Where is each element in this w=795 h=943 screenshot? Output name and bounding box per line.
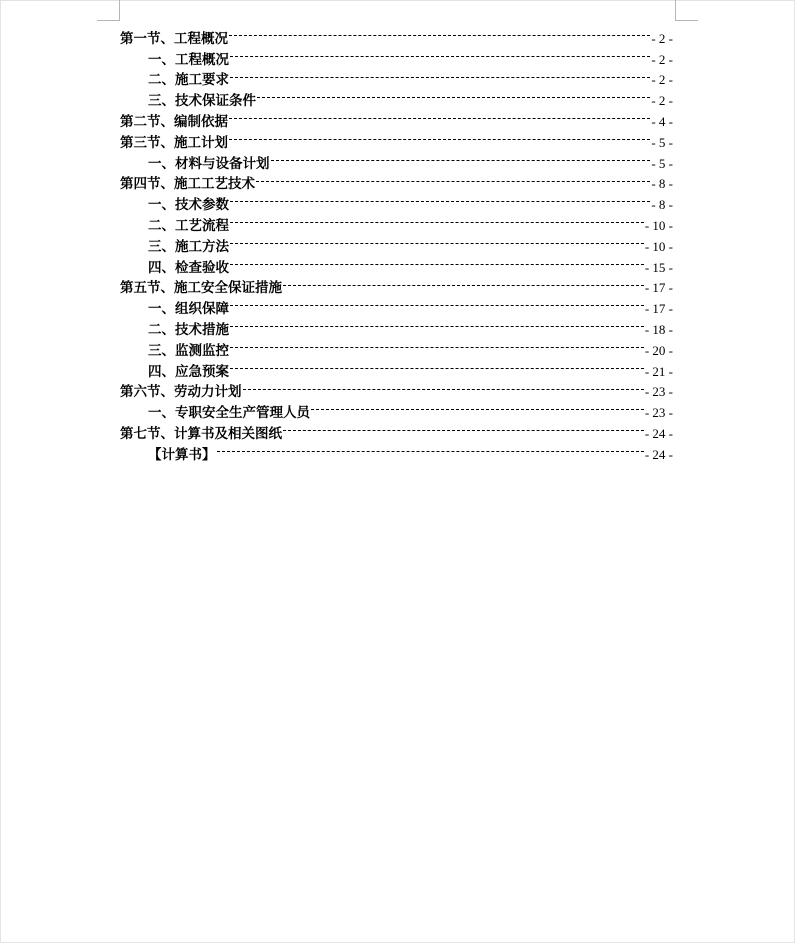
toc-leader <box>230 251 644 272</box>
toc-entry-page: - 18 - <box>644 321 673 337</box>
toc-entry-title: 一、技术参数 <box>148 197 229 214</box>
toc-entry-title: 一、材料与设备计划 <box>148 155 270 172</box>
toc-entry-title: 第五节、施工安全保证措施 <box>120 280 282 297</box>
toc-entry-page: - 10 - <box>644 217 673 233</box>
toc-leader <box>230 292 644 313</box>
toc-entry-title: 【计算书】 <box>148 446 216 463</box>
toc-entry-title: 三、技术保证条件 <box>148 93 256 110</box>
toc-entry-page: - 10 - <box>644 238 673 254</box>
toc-leader <box>230 313 644 334</box>
toc-entry-title: 一、专职安全生产管理人员 <box>148 405 310 422</box>
toc-entry-page: - 5 - <box>651 155 673 171</box>
toc-entry-title: 二、施工要求 <box>148 72 229 89</box>
toc-entry-page: - 23 - <box>644 384 673 400</box>
toc-leader <box>256 168 650 189</box>
toc-leader <box>229 105 650 126</box>
toc-entry-title: 第一节、工程概况 <box>120 30 228 47</box>
toc-entry-page: - 8 - <box>651 197 673 213</box>
toc-entry-page: - 5 - <box>651 134 673 150</box>
toc-entry-page: - 21 - <box>644 363 673 379</box>
toc-entry-title: 二、工艺流程 <box>148 217 229 234</box>
toc-leader <box>257 84 650 105</box>
toc-entry-title: 第二节、编制依据 <box>120 113 228 130</box>
toc-entry-page: - 4 - <box>651 113 673 129</box>
toc-entry-title: 第六节、劳动力计划 <box>120 384 242 401</box>
toc-entry-page: - 20 - <box>644 342 673 358</box>
margin-corner-top-left <box>97 0 120 21</box>
toc-leader <box>217 438 644 459</box>
toc-leader <box>311 396 644 417</box>
toc-entry[interactable] <box>120 22 673 47</box>
toc-leader <box>230 334 644 355</box>
toc-entry-title: 第三节、施工计划 <box>120 134 228 151</box>
toc-entry-page: - 2 - <box>651 93 673 109</box>
toc-entry-page: - 2 - <box>651 72 673 88</box>
toc-entry-title: 三、施工方法 <box>148 238 229 255</box>
toc-leader <box>230 43 650 64</box>
toc-entry-title: 第四节、施工工艺技术 <box>120 176 255 193</box>
toc-leader <box>230 188 650 209</box>
toc-leader <box>283 417 644 438</box>
toc-leader <box>283 272 644 293</box>
toc-leader <box>271 147 651 168</box>
toc-entry-page: - 8 - <box>651 176 673 192</box>
toc-entry-title: 二、技术措施 <box>148 321 229 338</box>
margin-corner-top-right <box>675 0 698 21</box>
toc-entry-page: - 17 - <box>644 301 673 317</box>
toc-entry-page: - 15 - <box>644 259 673 275</box>
toc-entry-title: 第七节、计算书及相关图纸 <box>120 425 282 442</box>
toc-leader <box>243 376 644 397</box>
toc-leader <box>229 126 650 147</box>
toc-entry-title: 三、监测监控 <box>148 342 229 359</box>
toc-entry-page: - 2 - <box>651 51 673 67</box>
toc-leader <box>230 230 644 251</box>
toc-entry-page: - 24 - <box>644 425 673 441</box>
toc-leader <box>230 64 650 85</box>
toc-entry-page: - 2 - <box>651 30 673 46</box>
toc-entry-title: 四、检查验收 <box>148 259 229 276</box>
toc-leader <box>230 209 644 230</box>
table-of-contents <box>120 22 673 463</box>
toc-leader <box>229 22 650 43</box>
toc-entry-title: 一、工程概况 <box>148 51 229 68</box>
toc-leader <box>230 355 644 376</box>
toc-entry-page: - 17 - <box>644 280 673 296</box>
toc-entry-title: 一、组织保障 <box>148 301 229 318</box>
toc-entry-page: - 24 - <box>644 446 673 462</box>
toc-entry-page: - 23 - <box>644 405 673 421</box>
toc-entry-title: 四、应急预案 <box>148 363 229 380</box>
